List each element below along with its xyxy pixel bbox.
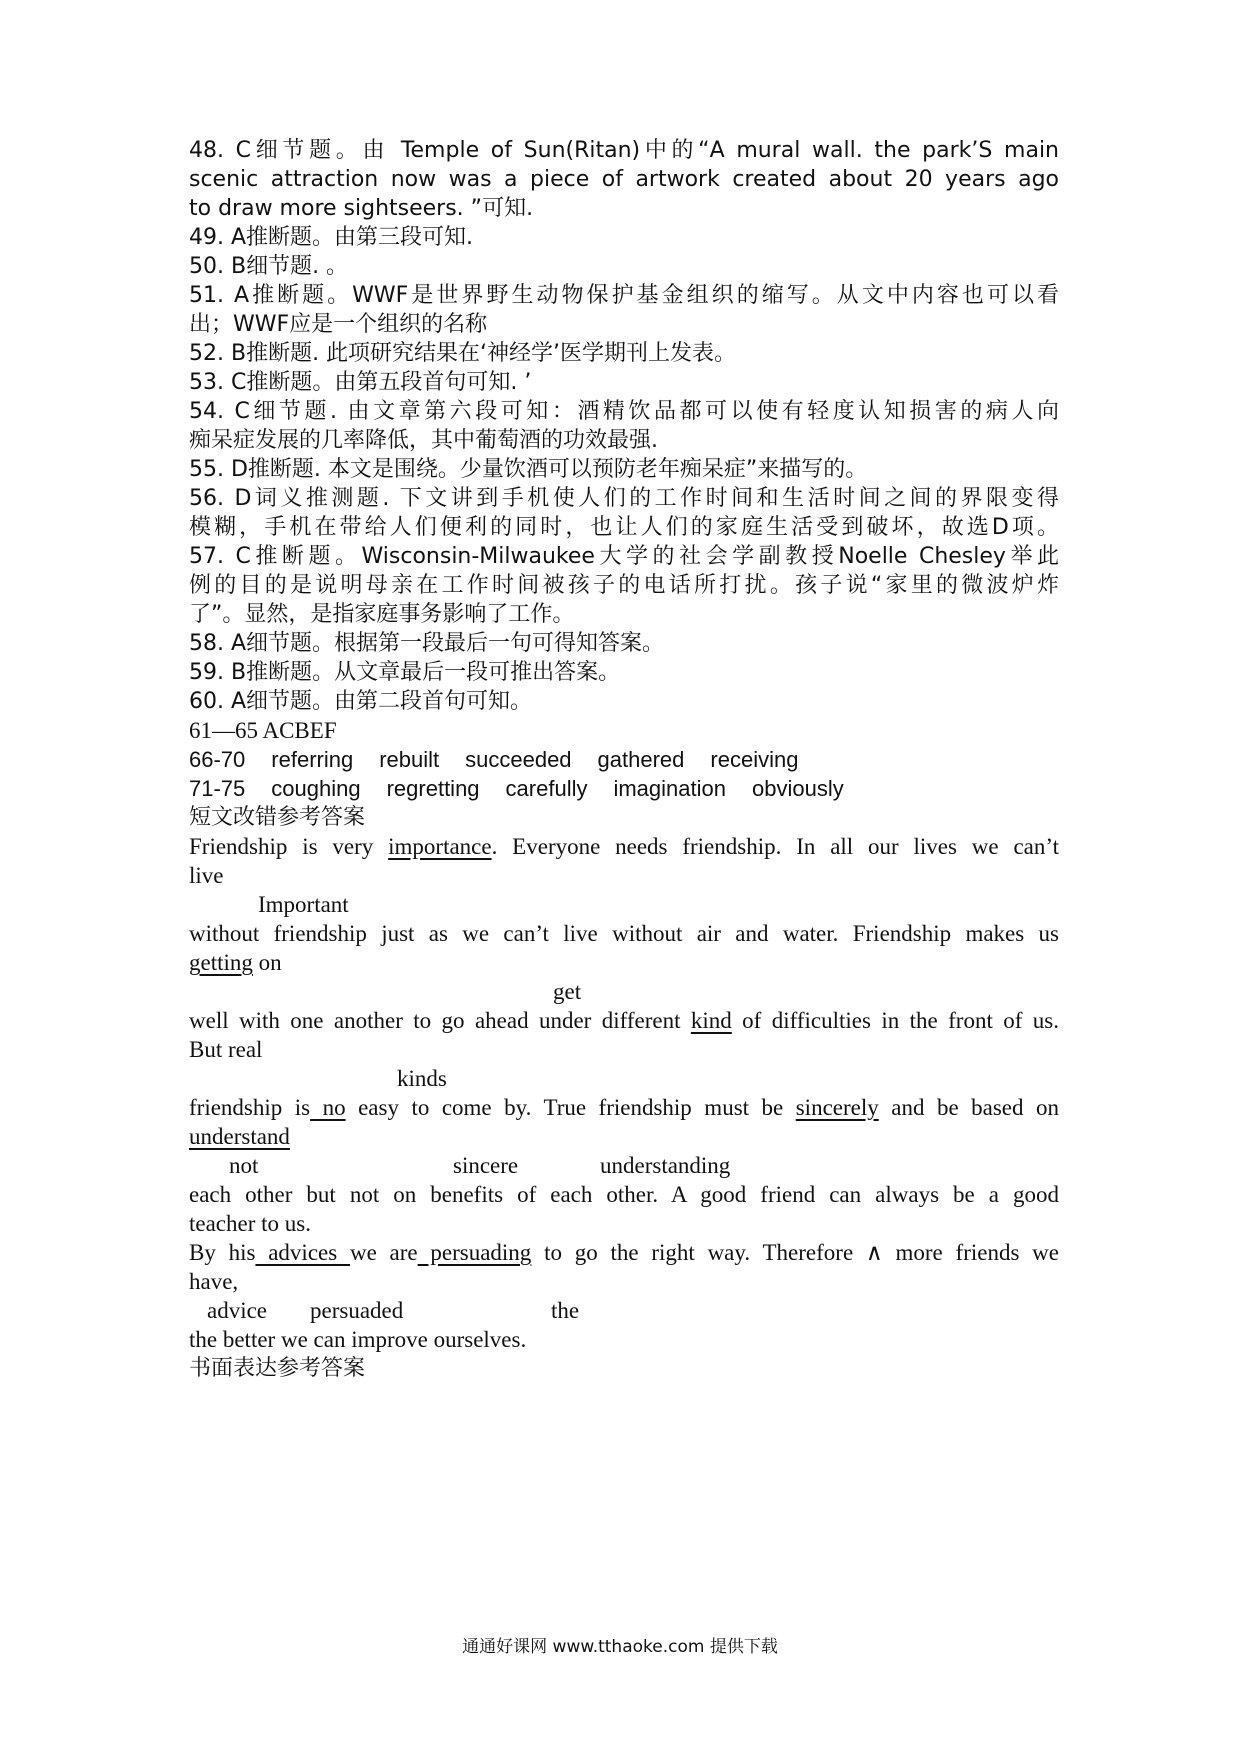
answer-line: 57. C推断题。Wisconsin-Milwaukee大学的社会学副教授Noelle Chesley举此 xyxy=(189,544,1059,569)
answer-line: 60. A细节题。由第二段首句可知。 xyxy=(189,689,533,714)
answer-line: 50. B细节题. 。 xyxy=(189,254,349,279)
answer-line: 53. C推断题。由第五段首句可知. ’ xyxy=(189,370,532,395)
answer-line: 58. A细节题。根据第一段最后一句可得知答案。 xyxy=(189,631,665,656)
answer-line: 模糊，手机在带给人们便利的同时，也让人们的家庭生活受到破坏，故选D项。 xyxy=(189,515,1059,540)
answer-line: 出；WWF应是一个组织的名称 xyxy=(189,312,488,337)
error-word: understand xyxy=(189,1124,290,1149)
range-label: 66-70 xyxy=(189,747,246,772)
answer-line: 例的目的是说明母亲在工作时间被孩子的电话所打扰。孩子说“家里的微波炉炸 xyxy=(189,573,1059,598)
error-word: persuading xyxy=(417,1240,532,1265)
answer-word: gathered xyxy=(597,747,685,772)
passage-line: the better we can improve ourselves. xyxy=(189,1327,527,1352)
passage-line: without friendship just as we can’t live without air and water. Friendship makes us xyxy=(189,921,1059,946)
answer-line: 48. C细节题。由 Temple of Sun(Ritan)中的“A mural wall. the park’S main xyxy=(189,138,1059,163)
writing-heading: 书面表达参考答案 xyxy=(189,1356,366,1381)
answer-line: scenic attraction now was a piece of artwork created about 20 years ago xyxy=(189,167,1059,192)
correction-word: sincere xyxy=(453,1153,519,1178)
answers-61-65: 61—65 ACBEF xyxy=(189,718,337,743)
answer-line: 49. A推断题。由第三段可知. xyxy=(189,225,474,250)
answer-word: receiving xyxy=(710,747,799,772)
answer-word: coughing xyxy=(271,776,361,801)
error-word: no xyxy=(310,1095,346,1120)
page-footer: 通通好课网 www.tthaoke.com 提供下载 xyxy=(462,1637,778,1657)
answer-word: imagination xyxy=(613,776,726,801)
answer-line: 51. A推断题。WWF是世界野生动物保护基金组织的缩写。从文中内容也可以看 xyxy=(189,283,1059,308)
passage-line: getting on xyxy=(189,950,282,975)
answer-word: rebuilt xyxy=(379,747,440,772)
correction-word: get xyxy=(553,979,582,1004)
answer-word: succeeded xyxy=(465,747,572,772)
answer-line: 52. B推断题. 此项研究结果在‘神经学’医学期刊上发表。 xyxy=(189,341,737,366)
error-word: getting xyxy=(189,950,253,975)
answer-line: 55. D推断题. 本文是围绕。少量饮酒可以预防老年痴呆症”来描写的。 xyxy=(189,457,868,482)
correction-word: understanding xyxy=(600,1153,731,1178)
answer-line: 了”。显然，是指家庭事务影响了工作。 xyxy=(189,602,575,627)
answer-word: obviously xyxy=(751,776,844,801)
passage-line: teacher to us. xyxy=(189,1211,311,1236)
passage-line: friendship is no easy to come by. True friendship must be sincerely and be based on xyxy=(189,1095,1059,1120)
passage-line: have, xyxy=(189,1269,239,1294)
answer-word: carefully xyxy=(505,776,588,801)
correction-word: the xyxy=(551,1298,580,1323)
answer-line: 56. D词义推测题. 下文讲到手机使人们的工作时间和生活时间之间的界限变得 xyxy=(189,486,1059,511)
error-word: advices xyxy=(255,1240,350,1265)
answer-word: referring xyxy=(271,747,354,772)
passage-line: each other but not on benefits of each other. A good friend can always be a good xyxy=(189,1182,1059,1207)
answer-line: 54. C细节题. 由文章第六段可知：酒精饮品都可以使有轻度认知损害的病人向 xyxy=(189,399,1059,424)
passage-line: well with one another to go ahead under different kind of difficulties in the front of us. xyxy=(189,1008,1060,1033)
answer-line: 59. B推断题。从文章最后一段可推出答案。 xyxy=(189,660,621,685)
answer-word: regretting xyxy=(386,776,480,801)
error-word: importance xyxy=(388,834,492,859)
range-label: 71-75 xyxy=(189,776,246,801)
passage-line: Friendship is very importance. Everyone needs friendship. In all our lives we can’t xyxy=(189,834,1059,859)
passage-line: But real xyxy=(189,1037,263,1062)
correction-word: persuaded xyxy=(310,1298,404,1323)
passage-line: live xyxy=(189,863,224,888)
correction-word: Important xyxy=(258,892,349,917)
correction-heading: 短文改错参考答案 xyxy=(189,805,366,830)
error-word: kind xyxy=(690,1008,732,1033)
answer-line: 痴呆症发展的几率降低，其中葡萄酒的功效最强. xyxy=(189,428,658,453)
correction-word: advice xyxy=(207,1298,268,1323)
answer-line: to draw more sightseers. ”可知. xyxy=(189,196,534,221)
correction-word: not xyxy=(229,1153,259,1178)
passage-line: By his advices we are persuading to go the right way. Therefore ∧ more friends we xyxy=(189,1240,1059,1265)
error-word: sincerely xyxy=(795,1095,879,1120)
correction-word: kinds xyxy=(397,1066,447,1091)
